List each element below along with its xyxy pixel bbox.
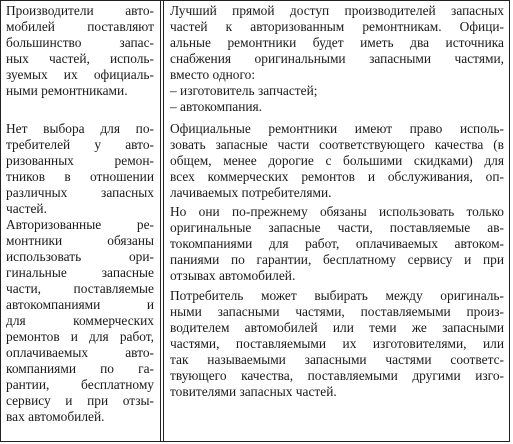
column-divider-inner [163,0,164,442]
right-line: Но они по-прежнему обязаны использовать только [170,204,504,219]
left-line: оплачиваемых авто- [6,345,154,360]
column-divider [160,0,161,442]
left-line: тников в отношении [6,169,154,184]
right-line: общем, менее дорогие с большими скидками) для [170,153,504,168]
left-line: мобилей поставляют [6,19,154,34]
right-line: токомпаниями для работ, оплачиваемых автоком- [170,236,504,251]
left-line: ных частей, исполь- [6,51,154,66]
left-line: сервису и при отзы- [6,393,154,408]
right-line: оригинальные запасные части, поставляемые ав- [170,220,504,235]
right-line: товителями запасных частей. [170,384,337,399]
right-line: лачиваемых потребителями. [170,185,332,200]
left-line: большинство запас- [6,35,154,50]
right-line: – автокомпания. [170,99,263,114]
left-line: ными ремонтниками. [6,83,128,98]
right-line: отзывах автомобилей. [170,268,296,283]
left-line: зуемых их официаль- [6,67,154,82]
left-line: рантии, бесплатному [6,377,154,392]
left-line: монтники обязаны [6,233,154,248]
left-line: Производители авто- [6,3,154,18]
left-line: для коммерческих [6,313,154,328]
right-line: зовать запасные части соответствующего качества (в [170,137,504,152]
left-line: требителей у авто- [6,137,154,152]
right-line: водителем автомобилей или теми же запасными [170,320,504,335]
left-line: Авторизованные ре- [6,217,154,232]
right-line: альные ремонтники будет иметь два источника [170,35,504,50]
right-line: всех коммерческих ремонтов и обслуживания, оп- [170,169,504,184]
right-line: частей к авторизованным ремонтникам. Офици- [170,19,504,34]
left-line: гинальные запасные [6,265,154,280]
right-line: твующего качества, поставляемыми другими изго- [170,368,504,383]
left-line: вах автомобилей. [6,409,105,424]
right-line: частями, поставляемыми их изготовителями, или [170,336,504,351]
right-line: ными запасными частями, поставляемыми произ- [170,304,504,319]
left-line: автокомпаниями и [6,297,154,312]
left-line: компаниями по га- [6,361,154,376]
right-line: паниями по гарантии, бесплатному сервису и при [170,252,504,267]
right-line: так называемыми запасными частями соответс- [170,352,504,367]
left-line: различных запасных [6,185,154,200]
left-line: ризованных ремон- [6,153,154,168]
right-line: вместо одного: [170,67,256,82]
left-line: Нет выбора для по- [6,121,154,136]
left-line: частей. [6,201,47,216]
right-line: Лучший прямой доступ производителей запасных [170,3,504,18]
left-line: использовать ори- [6,249,154,264]
right-line: Потребитель может выбирать между оригиналь- [170,288,504,303]
left-line: части, поставляемые [6,281,154,296]
right-line: снабжения оригинальными запасными частями, [170,51,504,66]
right-line: – изготовитель запчастей; [170,83,318,98]
left-line: ремонтов и для работ, [6,329,154,344]
right-line: Официальные ремонтники имеют право исполь- [170,121,504,136]
